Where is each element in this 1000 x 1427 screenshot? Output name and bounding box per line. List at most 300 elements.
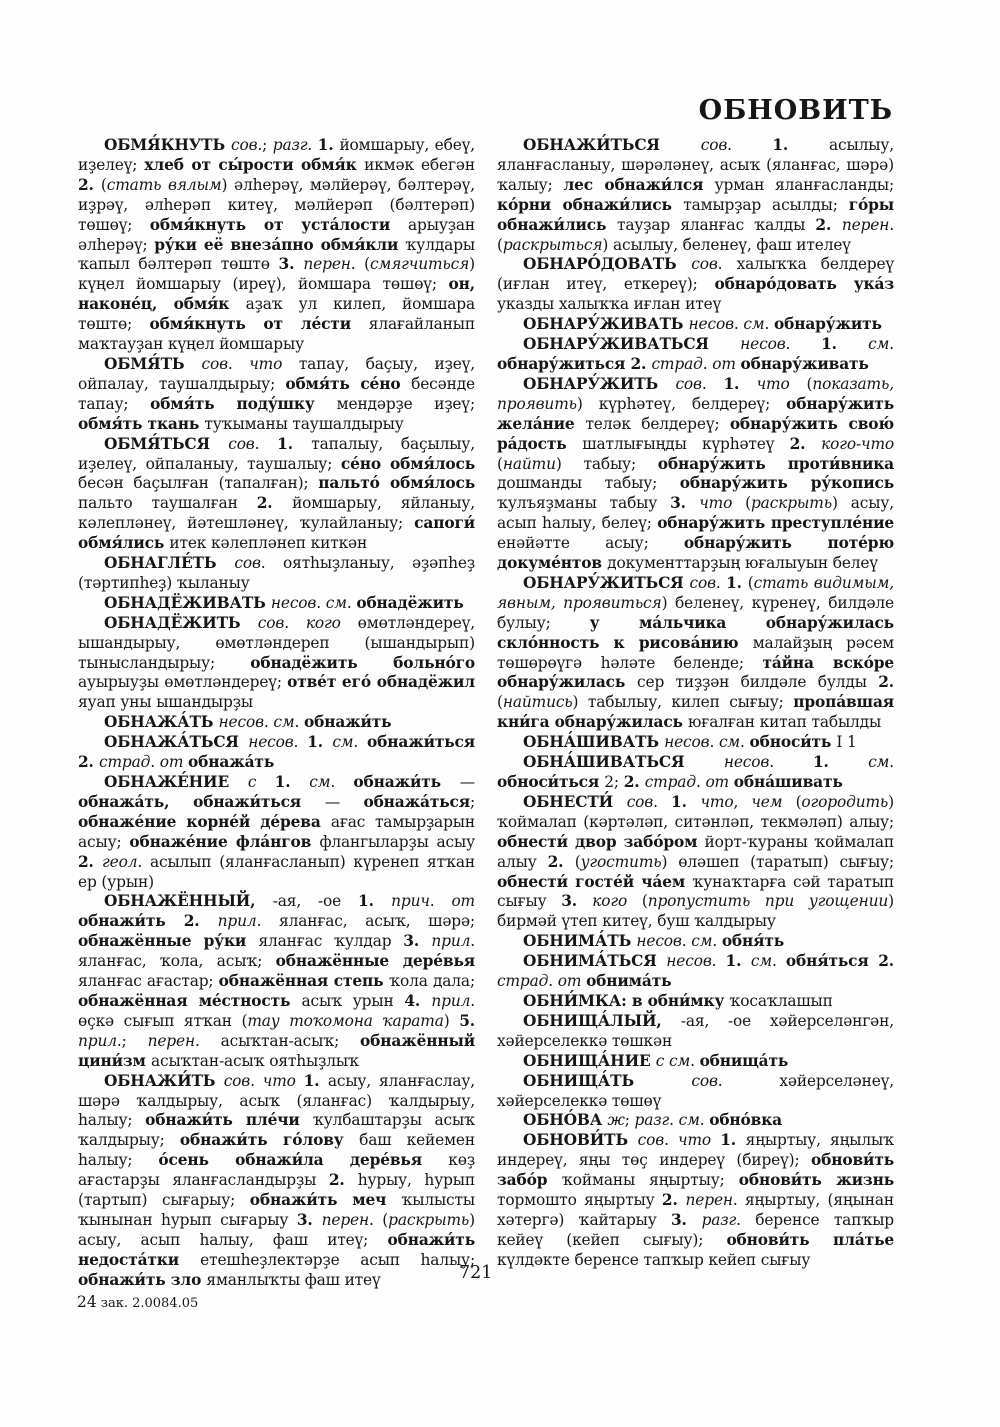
dictionary-entry (78, 554, 475, 594)
bold-text: он, наконе́ц, обмя́к (78, 275, 475, 314)
plain-text: арыуҙан әлһерәү; (78, 215, 475, 254)
plain-text: . (709, 733, 719, 752)
bold-text: обня́ть (721, 932, 785, 951)
bold-text: обмя́ть се́но (285, 374, 412, 393)
italic-label: см (868, 753, 890, 772)
page-number: 721 (459, 1263, 493, 1283)
bold-text: 1. (772, 136, 830, 154)
bold-text: обнажа́ть, обнажи́ться (78, 792, 325, 811)
italic-label: от (712, 354, 741, 373)
bold-text: обнажи́ть 2. (78, 912, 218, 931)
bold-text: ОБНИМА́ТЬ (523, 932, 637, 951)
plain-text: ) бирмәй үтеп китеү, буш ҡалдырыу (497, 892, 894, 931)
plain-text: ҡулъяҙманы табыу (497, 494, 671, 513)
bold-text: 1. (358, 892, 392, 911)
italic-label: найти (502, 454, 556, 473)
italic-label: перен (321, 1210, 369, 1229)
dictionary-entry (497, 315, 894, 335)
print-order-number: 24 (77, 1293, 97, 1311)
plain-text: . (712, 932, 722, 951)
plain-text: ( (574, 852, 581, 871)
bold-text: ОБНАЖЁННЫЙ, (104, 892, 273, 911)
bold-text: обнажённые ру́ки (78, 932, 259, 951)
plain-text: ( (641, 892, 648, 911)
bold-text: обнажи́ть меч (249, 1191, 402, 1210)
plain-text: яңыртыу, яңылыҡ индереү, яңы төҫ индереү (биреү); (497, 1131, 895, 1170)
plain-text: — (324, 792, 364, 811)
italic-label: несов (740, 335, 786, 354)
plain-text: . өҫкә сығып ятҡан ( (78, 991, 475, 1030)
bold-text: хлеб от сы́рости обмя́к (144, 155, 365, 174)
italic-label: что (262, 1071, 304, 1090)
bold-text: пропа́вшая кни́га обнару́жилась (497, 693, 894, 732)
bold-text: обнажённая ме́стность (78, 991, 302, 1010)
bold-text: обнару́жить поте́рю докуме́нтов (497, 534, 894, 573)
plain-text: ) әлһерәү, мәлйерәү, бәлтерәү, иҙрәү, әлһерәп китеү, мәлйерәп (бәлтерәп) төшөү; (78, 175, 475, 234)
italic-label: перен (303, 255, 351, 274)
bold-text: обнажи́ть зло (78, 1270, 207, 1289)
bold-text: 3. (561, 892, 593, 911)
bold-text: ОБМЯ́ТЬ (104, 354, 202, 373)
bold-text: ОБНИЩА́ТЬ (523, 1071, 692, 1090)
bold-text: обня́ться 2. (785, 952, 894, 971)
dictionary-entry (497, 255, 894, 315)
plain-text: күлдәкте беренсе тапҡыр кейеп сығыу (497, 1250, 811, 1269)
plain-text: . (701, 374, 724, 393)
italic-label: см (309, 773, 331, 791)
bold-text: обна́шивать (733, 773, 843, 791)
bold-text: отве́т его́ обнадёжил (287, 673, 475, 692)
italic-label: несов (688, 315, 734, 334)
bold-text: 3. (670, 494, 700, 513)
plain-text: , (733, 792, 752, 811)
plain-text: ҡунаҡтарға сәй таратып сығыу (497, 872, 894, 911)
bold-text: обнару́жить преступле́ние (657, 514, 894, 533)
italic-label: страд (98, 753, 151, 772)
bold-text: обнови́ть забо́р (497, 1151, 894, 1190)
plain-text: . (429, 892, 452, 911)
bold-text: обмя́ть поду́шку (150, 394, 337, 413)
italic-label: сов (257, 613, 285, 632)
plain-text: ) табылыу, килеп сығыу; (572, 693, 794, 712)
plain-text: асылыу, яланғасланыу, шәрәләнеү, асыҡ (яланғас, шәрә) ҡалыу; (497, 136, 894, 194)
italic-label: стать видимым, явным, проявиться (497, 573, 894, 612)
plain-text: енәйәтте асыу; (497, 534, 684, 553)
plain-text: . (889, 335, 894, 354)
plain-text: . ( (369, 1210, 389, 1229)
bold-text: 1. (307, 733, 333, 752)
bold-text: пальто́ обмя́лось (318, 474, 475, 493)
bold-text: ОБНИМА́ТЬСЯ (523, 952, 667, 971)
plain-text: өмөтләндереү, ышандырыу, өмөтләндереп (ышандырып) тынысландырыу; (78, 613, 475, 672)
italic-label: сов (234, 554, 261, 573)
plain-text: етешһеҙлектәрҙе асып һалыу; (200, 1250, 475, 1269)
plain-text: ) (443, 1011, 460, 1030)
italic-label: см (325, 593, 347, 612)
column-left (78, 136, 475, 1291)
italic-label: несов (666, 952, 712, 971)
plain-text: . асыҡтан-асыҡ; (194, 1031, 361, 1050)
italic-label: огородить (801, 792, 889, 811)
bold-text: обнаже́ние корне́й де́рева (78, 812, 331, 831)
italic-label: что (756, 374, 807, 393)
italic-label: кого (592, 892, 642, 911)
bold-text: обнару́жить ру́копись (679, 474, 895, 493)
plain-text: . (307, 136, 318, 154)
bold-text: обнажи́ться (367, 733, 475, 752)
bold-text: 1. (812, 753, 869, 772)
plain-text: яуап уны ышандырҙы (78, 693, 253, 712)
plain-text: . (284, 613, 306, 632)
italic-label: найтись (502, 693, 573, 712)
italic-label: сов (700, 136, 728, 154)
plain-text: . ( (497, 215, 894, 254)
italic-label: прил (78, 1031, 117, 1050)
dictionary-entry (497, 1111, 894, 1131)
plain-text: баш кейемен һалыу; (78, 1131, 475, 1170)
plain-text: .; (116, 1031, 148, 1050)
plain-text: йорт-ҡураны ҡоймалап алыу (497, 832, 894, 871)
italic-label: что (700, 792, 734, 811)
plain-text: ( (745, 494, 751, 513)
italic-label: сов (689, 573, 716, 592)
bold-text: ОБНАРУ́ЖИТЬ (523, 374, 676, 393)
italic-label: прич (391, 892, 430, 911)
italic-label: несов (218, 713, 264, 732)
bold-text: 1. (726, 573, 748, 592)
bold-text: ОБНАДЁЖИВАТЬ (104, 593, 271, 612)
plain-text: мендәрҙе иҙеү; (336, 394, 475, 413)
plain-text: . (702, 354, 713, 373)
plain-text: ағас тамырҙарын асыу; (78, 812, 475, 851)
bold-text: обнажённый цини́зм (78, 1031, 475, 1070)
dictionary-entry (497, 793, 894, 932)
bold-text: обнадёжить (356, 593, 464, 612)
bold-text: обнару́жить проти́вника (657, 454, 894, 473)
plain-text: . (711, 952, 726, 971)
bold-text: обнима́ть (586, 972, 672, 991)
bold-text: обнажа́ться (363, 792, 470, 811)
plain-text: асыу, яланғаслау, шәрә ҡалдырыу, асыҡ (яланғас) ҡалдырыу, һалыу; (78, 1071, 476, 1130)
bold-text: ОБНОВИ́ТЬ (523, 1131, 638, 1150)
bold-text: обно́вка (709, 1111, 782, 1130)
italic-label: перен (685, 1191, 733, 1210)
dictionary-entry (497, 335, 894, 375)
bold-text: обнажи́ть пле́чи (145, 1111, 313, 1130)
bold-text: обнару́жить свою́ ра́дость (497, 414, 894, 453)
plain-text: йомшарыу, яйланыу, кәлепләнеү, йәтешләнеү, ҡулайланыу; (78, 494, 475, 533)
plain-text: туҡыманы таушалдырыу (204, 414, 404, 433)
plain-text: . (681, 932, 692, 951)
italic-label: раскрыть (388, 1210, 470, 1229)
bold-text: та́йна вско́ре обнару́жилась (497, 653, 895, 692)
italic-label: прил (217, 912, 257, 931)
plain-text: . беренсе тапҡыр кейеү (кейеп сығыу); (497, 1210, 895, 1249)
bold-text: 3. (296, 1210, 322, 1229)
italic-label: разг (634, 1111, 670, 1130)
bold-text: обнажи́ть (353, 773, 460, 791)
bold-text: ко́рни обнажи́лись (497, 195, 684, 214)
running-head-guide-word: ОБНОВИТЬ (698, 95, 893, 126)
plain-text: . ( (350, 255, 371, 274)
plain-text: . яңыртыу, (яңынан хәтергә) ҡайтарыу (497, 1191, 894, 1229)
plain-text: ) асыу, асып һалыу, белеү; (497, 494, 894, 533)
italic-label: перен (147, 1031, 195, 1050)
text-columns (78, 136, 894, 1291)
plain-text: . яланғас, ҡола, асыҡ; (78, 932, 475, 971)
plain-text: . (316, 593, 326, 612)
plain-text: аҙаҡ ул килеп, йомшара төштө; (78, 295, 475, 334)
italic-label: сов (691, 1071, 718, 1090)
plain-text: . (548, 972, 558, 991)
bold-text: обнови́ть жизнь (738, 1171, 895, 1190)
italic-label: показать, проявить (497, 374, 894, 413)
dictionary-entry (78, 713, 475, 733)
bold-text: ОБНАЖА́ТЬСЯ (104, 733, 249, 752)
bold-text: 3. (278, 255, 304, 274)
plain-text: . (227, 354, 250, 373)
bold-text: обнадёжить больно́го (250, 653, 475, 672)
plain-text: флангыларҙы асыу (319, 832, 475, 851)
bold-text: 5. (459, 1011, 475, 1030)
plain-text: ҡулдары ҡапыл бәлтерәп төштө (78, 235, 475, 274)
plain-text: ( (795, 792, 802, 811)
italic-label: раскрыть (750, 494, 832, 513)
bold-text: обнару́житься 2. (497, 354, 652, 373)
plain-text: . оятһыҙланыу, әҙәпһеҙ (тәртипһеҙ) ҡыланыу (78, 554, 475, 592)
italic-label: несов (248, 733, 294, 752)
italic-label: от (705, 773, 734, 791)
bold-text: 2. (623, 773, 645, 791)
italic-label: несов (636, 932, 682, 951)
bold-text: обнажённая степь (218, 972, 390, 991)
plain-text: . (669, 1111, 679, 1130)
dictionary-entry (497, 952, 894, 992)
italic-label: кого (305, 613, 358, 632)
plain-text: малайҙың рәсем төшөрөүгә һәләте беленде; (497, 633, 894, 672)
plain-text: ҡола дала; (389, 972, 475, 991)
plain-text: . (690, 1051, 700, 1070)
bold-text: ОБНАГЛЕ́ТЬ (104, 554, 235, 573)
dictionary-entry (497, 932, 894, 952)
italic-label: чем (751, 792, 796, 811)
italic-label: несов (270, 593, 317, 612)
bold-text: обнажи́ть го́лову (179, 1131, 360, 1150)
italic-label: страд (497, 972, 549, 991)
plain-text: . (293, 733, 308, 752)
bold-text: обнаже́ние фла́нгов (129, 832, 320, 851)
dictionary-entry (78, 355, 475, 435)
plain-text: теләк белдереү; (585, 414, 730, 433)
plain-text: асыҡ урын (301, 991, 405, 1010)
plain-text: яманлыҡты фаш итеү (206, 1270, 381, 1289)
plain-text: бесәнде тапау; (78, 374, 475, 413)
plain-text: . (664, 1131, 679, 1150)
bold-text: ОБНИЩА́НИЕ (523, 1051, 656, 1070)
plain-text: . (695, 773, 706, 791)
bold-text: обнаро́довать ука́з (714, 275, 894, 294)
italic-label: см (718, 733, 741, 752)
plain-text: икмәк ебегән (364, 155, 475, 174)
print-code: зак. 2.0084.05 (100, 1296, 199, 1311)
dictionary-entry (497, 733, 894, 753)
plain-text: ҡулбаштарҙы асыҡ ҡалдырыу; (78, 1111, 476, 1150)
italic-label: несов (723, 753, 770, 772)
bold-text: обнажённые дере́вья (275, 952, 475, 971)
dictionary-entry (497, 136, 894, 255)
italic-label: угостить (580, 852, 662, 871)
plain-text: . (727, 136, 773, 154)
plain-text: -ая, -ое (272, 892, 359, 911)
bold-text: 2. (256, 494, 293, 513)
italic-label: перен (841, 215, 890, 234)
bold-text: ОБМЯ́ТЬСЯ (104, 434, 229, 453)
italic-label: сов (228, 434, 255, 453)
plain-text: ҡойманы яңыртыу; (561, 1171, 739, 1190)
bold-text: обнести́ двор забо́ром (497, 832, 705, 851)
plain-text: . (294, 713, 304, 732)
bold-text: 2. (328, 1171, 358, 1190)
italic-label: см (743, 315, 765, 334)
italic-label: разг (701, 1210, 737, 1229)
bold-text: ОБНА́ШИВАТЬ (523, 733, 665, 752)
plain-text: документтарҙың юғалыуын белеү (607, 554, 878, 573)
plain-text: шатлығыңды күрһәтеү (582, 434, 790, 453)
plain-text: ) асыу, асып һалыу, фаш итеү; (78, 1210, 475, 1249)
plain-text: урман яланғасланды; (714, 175, 894, 194)
plain-text: йомшарыу, ебеү, иҙелеү; (78, 136, 475, 174)
plain-text: .; (257, 136, 273, 154)
bold-text: 1. (317, 136, 340, 154)
italic-label: сов (691, 255, 718, 274)
dictionary-entry (78, 614, 475, 714)
plain-text: ; (624, 1111, 635, 1130)
plain-text: тапау, баҫыу, иҙеү, ойпалау, таушалдырыу; (78, 354, 475, 393)
italic-label: стать вялым (106, 175, 222, 194)
bold-text: обнажи́ть недоста́тки (78, 1230, 475, 1269)
dictionary-entry (78, 594, 475, 614)
plain-text: . (263, 713, 274, 732)
plain-text: . (740, 733, 750, 752)
italic-label: см (691, 932, 713, 951)
plain-text: ( (497, 693, 503, 712)
italic-label: от (451, 892, 475, 911)
bold-text: ОБНАРО́ДОВАТЬ (523, 255, 692, 274)
plain-text: тормошто яңыртыу (497, 1191, 662, 1210)
bold-text: ОБНЕСТИ́ (523, 792, 627, 811)
bold-text: обнару́живать (740, 354, 869, 373)
plain-text: . (330, 773, 354, 791)
bold-text: 2. (878, 673, 894, 692)
italic-label: ж (607, 1111, 625, 1130)
italic-label: см (332, 733, 354, 752)
plain-text: . (889, 753, 894, 772)
italic-label: смягчиться (370, 255, 470, 274)
bold-text: обноси́ть (749, 733, 837, 752)
plain-text: ) күрһәтеү, белдереү; (576, 394, 787, 413)
bold-text: обнови́ть пла́тье (726, 1230, 895, 1249)
bold-text: го́ры обнажи́лись (497, 195, 894, 234)
plain-text: көҙ ағастарҙы яланғасландырҙы (78, 1151, 475, 1190)
plain-text: ) күңел йомшарыу (иреү), йомшара төшөү; (78, 255, 476, 294)
bold-text: 2. (547, 852, 575, 871)
bold-text: 2. (789, 434, 822, 453)
plain-text: пальто таушалған (78, 494, 257, 513)
italic-label: сов (223, 1071, 251, 1090)
bold-text: 4. (404, 991, 432, 1010)
plain-text: . яланғас, асыҡ, шәрә; (256, 912, 475, 931)
plain-text: . (764, 315, 774, 334)
italic-label: сов (675, 374, 702, 393)
italic-label: см (668, 1051, 691, 1070)
dictionary-entry (78, 435, 475, 554)
dictionary-entry (78, 892, 475, 1071)
plain-text: . (346, 593, 357, 612)
dictionary-entry (78, 773, 475, 892)
bold-text: обнести́ госте́й ча́ем (497, 872, 693, 891)
plain-text: һурыу, һурып (тартып) сығарыу; (78, 1171, 476, 1210)
bold-text: ОБНАРУ́ЖИВАТЬ (523, 315, 689, 334)
bold-text: обмя́кнуть от уста́лости (149, 215, 409, 234)
plain-text: ( (747, 573, 754, 592)
plain-text: . хәйерселәнеү, хәйерселеккә төшөү (497, 1071, 894, 1110)
plain-text: ( (497, 454, 503, 473)
bold-text: 2. (78, 175, 101, 194)
bold-text: 2. (78, 753, 99, 772)
plain-text: ( (100, 175, 107, 194)
bold-text: обмя́кнуть от ле́сти (149, 315, 369, 334)
italic-label: с (655, 1051, 669, 1070)
italic-label: сов (626, 792, 654, 811)
bold-text: обноси́ться (497, 773, 605, 791)
bold-text: лес обнажи́лся (563, 175, 715, 194)
bold-text: ОБНИ́МКА: в обни́мку (523, 991, 730, 1010)
plain-text: -ая, -ое хәйерселәнгән, хәйерселеккә төшкән (497, 1011, 894, 1050)
plain-text: . (653, 792, 672, 811)
bold-text: 3. (671, 1210, 702, 1229)
italic-label: от (557, 972, 587, 991)
italic-label: прил (431, 932, 471, 951)
plain-text: сер тиҙҙән билдәле булды (637, 673, 879, 692)
dictionary-entry (497, 574, 894, 733)
plain-text: яланғас ағастар; (78, 972, 219, 991)
italic-label: что (249, 354, 299, 373)
bold-text: ОБНИЩА́ЛЫЙ, (523, 1011, 681, 1030)
bold-text: 1. (725, 952, 751, 971)
plain-text: ) асылыу, беленеү, фаш ителеү (602, 235, 851, 254)
plain-text: . (769, 753, 813, 772)
plain-text: . (250, 1071, 263, 1090)
plain-text: . (353, 733, 368, 752)
italic-label: страд (651, 354, 703, 373)
dictionary-entry (497, 753, 894, 793)
bold-text: обнажи́ть (303, 713, 392, 732)
plain-text: — (459, 773, 475, 791)
plain-text: ) ҡоймалап (кәртәләп, ситәнләп, текмәләп) алыу; (497, 792, 894, 831)
dictionary-entry (497, 1052, 894, 1072)
plain-text: ; (469, 792, 476, 811)
bold-text: обнару́жить (773, 315, 882, 334)
italic-label: см (678, 1111, 700, 1130)
plain-text: дошманды табыу; (497, 474, 680, 493)
bold-text: 2. (78, 852, 103, 871)
dictionary-entry (78, 1072, 475, 1291)
plain-text: итек кәлепләнеп киткән (169, 534, 368, 553)
italic-label: кого-что (821, 434, 894, 453)
italic-label: что (678, 1131, 721, 1150)
dictionary-entry (497, 992, 894, 1012)
bold-text: 1. (821, 335, 869, 354)
